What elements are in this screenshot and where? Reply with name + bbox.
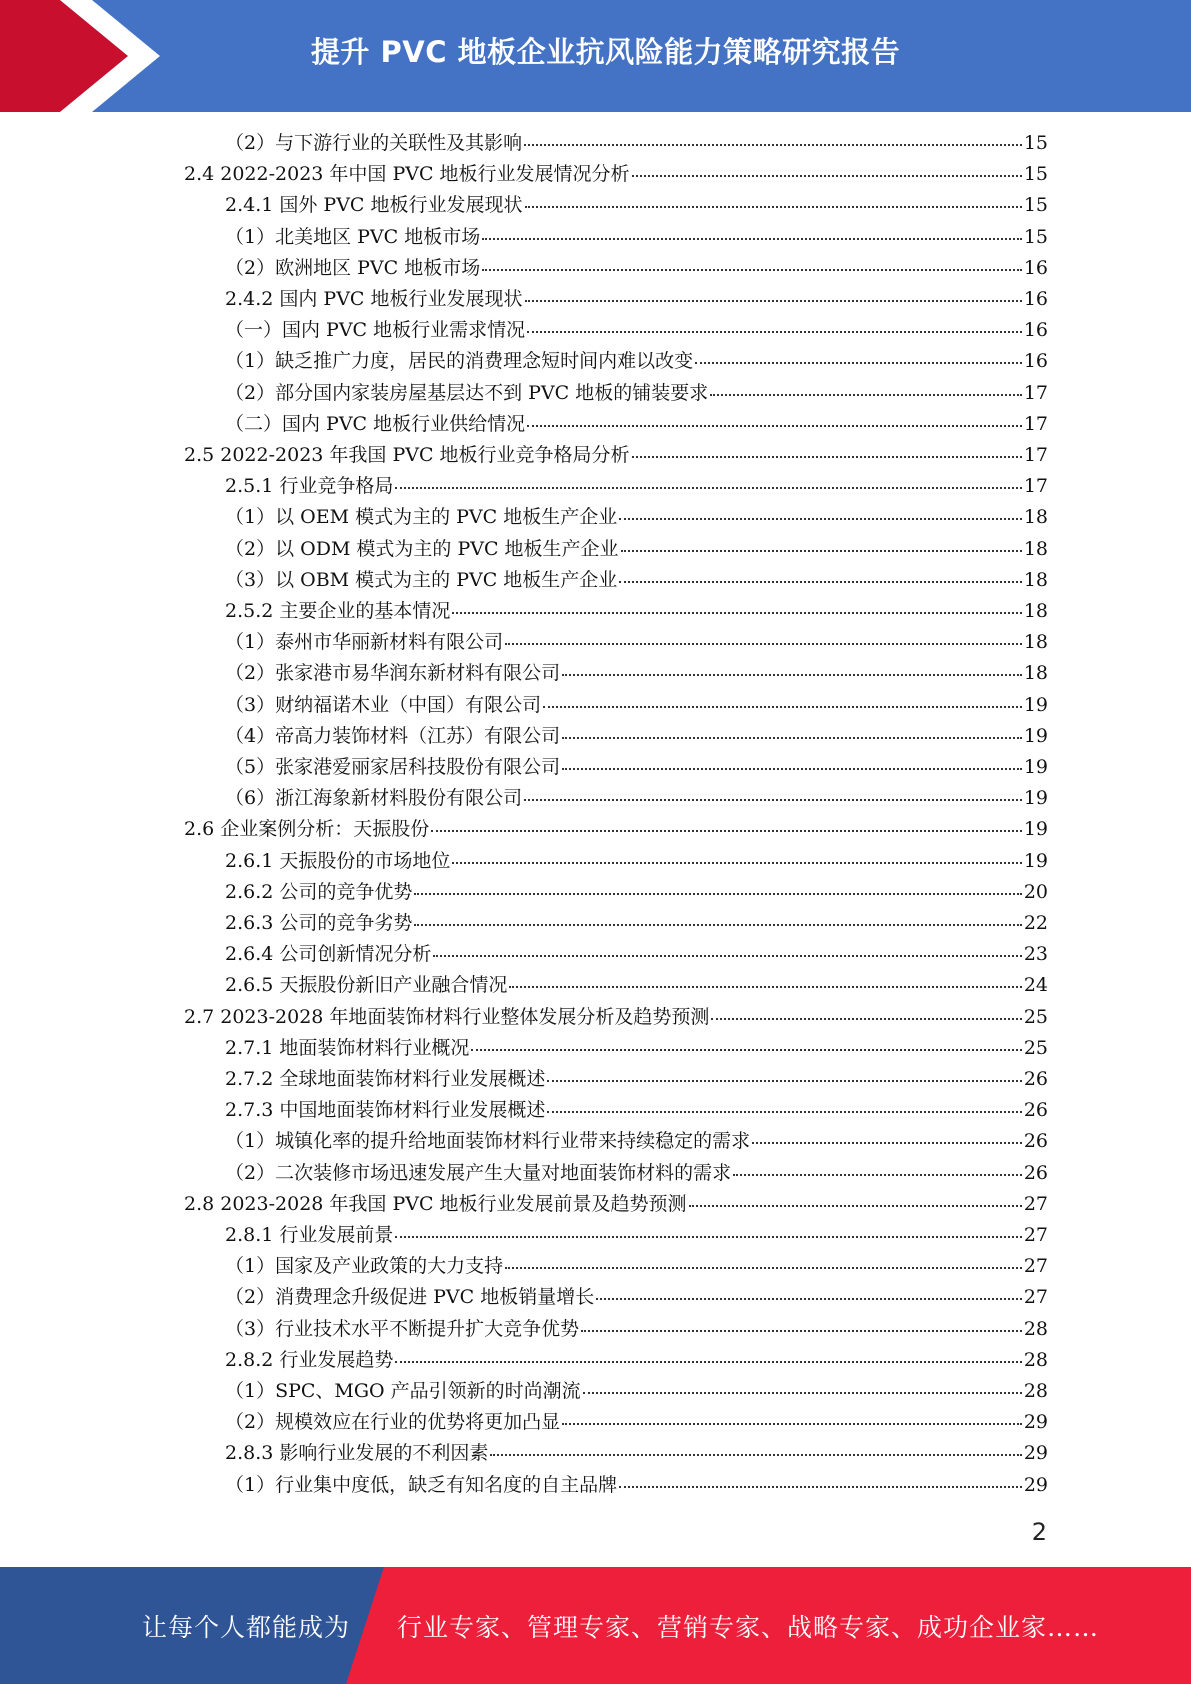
toc-dot-leader [490, 1454, 1021, 1456]
toc-entry[interactable] [225, 1314, 1048, 1345]
toc-entry-page: 19 [1023, 694, 1048, 716]
toc-dot-leader [562, 737, 1022, 739]
toc-dot-leader [711, 1018, 1021, 1020]
toc-entry-title: 2.6 企业案例分析：天振股份 [184, 818, 430, 840]
toc-entry-title: （二）国内 PVC 地板行业供给情况 [225, 413, 526, 435]
toc-entry[interactable] [225, 1064, 1048, 1095]
toc-dot-leader [619, 1486, 1022, 1488]
toc-dot-leader [547, 1111, 1021, 1113]
toc-entry[interactable] [225, 1407, 1048, 1438]
toc-entry[interactable] [225, 1345, 1048, 1376]
toc-entry-page: 23 [1023, 943, 1048, 965]
toc-entry[interactable] [184, 159, 1048, 190]
toc-entry-title: （4）帝高力装饰材料（江苏）有限公司 [225, 725, 561, 747]
toc-dot-leader [581, 1330, 1022, 1332]
toc-dot-leader [524, 144, 1022, 146]
toc-dot-leader [471, 1049, 1021, 1051]
footer-slogan-right: 行业专家、管理专家、营销专家、战略专家、成功企业家…… [397, 1612, 1100, 1642]
toc-entry[interactable] [225, 502, 1048, 533]
toc-entry-title: （1）泰州市华丽新材料有限公司 [225, 631, 504, 653]
toc-entry[interactable] [225, 346, 1048, 377]
toc-dot-leader [562, 768, 1022, 770]
toc-entry-page: 28 [1023, 1349, 1048, 1371]
toc-entry-page: 19 [1023, 787, 1048, 809]
toc-entry-page: 19 [1023, 818, 1048, 840]
toc-entry-title: 2.5.1 行业竞争格局 [225, 475, 394, 497]
toc-entry-page: 25 [1023, 1037, 1048, 1059]
toc-entry-title: 2.7.1 地面装饰材料行业概况 [225, 1037, 470, 1059]
toc-entry[interactable] [225, 1126, 1048, 1157]
toc-entry-page: 18 [1023, 631, 1048, 653]
toc-entry-page: 19 [1023, 725, 1048, 747]
toc-entry-page: 18 [1023, 662, 1048, 684]
toc-entry[interactable] [225, 970, 1048, 1001]
toc-dot-leader [562, 1423, 1022, 1425]
toc-entry-title: 2.8 2023-2028 年我国 PVC 地板行业发展前景及趋势预测 [184, 1193, 687, 1215]
toc-entry[interactable] [225, 846, 1048, 877]
toc-entry-title: 2.6.2 公司的竞争优势 [225, 881, 413, 903]
toc-entry-title: 2.6.5 天振股份新旧产业融合情况 [225, 974, 508, 996]
toc-entry[interactable] [225, 1220, 1048, 1251]
toc-entry-page: 17 [1023, 382, 1048, 404]
toc-entry-page: 24 [1023, 974, 1048, 996]
toc-entry[interactable] [225, 565, 1048, 596]
toc-entry[interactable] [225, 690, 1048, 721]
toc-entry-page: 26 [1023, 1130, 1048, 1152]
toc-entry[interactable] [184, 440, 1048, 471]
toc-dot-leader [524, 799, 1022, 801]
toc-dot-leader [527, 425, 1022, 427]
toc-entry-title: （2）规模效应在行业的优势将更加凸显 [225, 1411, 561, 1433]
toc-entry-page: 26 [1023, 1068, 1048, 1090]
toc-entry-title: （2）欧洲地区 PVC 地板市场 [225, 257, 481, 279]
toc-entry-title: 2.6.3 公司的竞争劣势 [225, 912, 413, 934]
toc-entry-title: （2）以 ODM 模式为主的 PVC 地板生产企业 [225, 538, 619, 560]
toc-entry-title: （1）缺乏推广力度，居民的消费理念短时间内难以改变 [225, 350, 694, 372]
toc-entry-title: （1）SPC、MGO 产品引领新的时尚潮流 [225, 1380, 581, 1402]
toc-entry-page: 16 [1023, 319, 1048, 341]
toc-entry-page: 27 [1023, 1255, 1048, 1277]
toc-entry-title: 2.7 2023-2028 年地面装饰材料行业整体发展分析及趋势预测 [184, 1006, 710, 1028]
toc-entry[interactable] [225, 721, 1048, 752]
toc-entry-title: （3）财纳福诺木业（中国）有限公司 [225, 694, 542, 716]
toc-entry[interactable] [225, 1470, 1048, 1501]
toc-dot-leader [525, 206, 1022, 208]
toc-entry-page: 15 [1023, 132, 1048, 154]
toc-entry-title: （1）北美地区 PVC 地板市场 [225, 226, 481, 248]
toc-entry-page: 16 [1023, 350, 1048, 372]
toc-entry-title: （3）以 OBM 模式为主的 PVC 地板生产企业 [225, 569, 618, 591]
toc-entry[interactable] [225, 752, 1048, 783]
toc-entry[interactable] [225, 409, 1048, 440]
toc-entry[interactable] [225, 939, 1048, 970]
toc-entry-page: 15 [1023, 194, 1048, 216]
toc-entry[interactable] [225, 253, 1048, 284]
toc-dot-leader [527, 331, 1022, 333]
toc-entry-title: 2.5.2 主要企业的基本情况 [225, 600, 451, 622]
toc-entry-page: 29 [1023, 1474, 1048, 1496]
toc-entry[interactable] [225, 627, 1048, 658]
toc-entry-title: 2.6.1 天振股份的市场地位 [225, 850, 451, 872]
toc-entry[interactable] [225, 1095, 1048, 1126]
page-header [0, 0, 1191, 112]
toc-entry[interactable] [225, 315, 1048, 346]
toc-entry[interactable] [225, 1282, 1048, 1313]
toc-entry-title: （3）行业技术水平不断提升扩大竞争优势 [225, 1318, 580, 1340]
toc-entry-page: 26 [1023, 1099, 1048, 1121]
toc-entry-page: 29 [1023, 1442, 1048, 1464]
toc-dot-leader [689, 1205, 1022, 1207]
toc-entry-page: 17 [1023, 475, 1048, 497]
toc-entry-title: （6）浙江海象新材料股份有限公司 [225, 787, 523, 809]
toc-entry[interactable] [184, 814, 1048, 845]
toc-dot-leader [733, 1174, 1022, 1176]
toc-dot-leader [395, 487, 1021, 489]
toc-dot-leader [395, 1236, 1021, 1238]
toc-entry-page: 27 [1023, 1193, 1048, 1215]
toc-dot-leader [414, 924, 1021, 926]
toc-entry-title: （1）国家及产业政策的大力支持 [225, 1255, 504, 1277]
toc-dot-leader [543, 706, 1022, 708]
toc-entry-title: （2）部分国内家装房屋基层达不到 PVC 地板的铺装要求 [225, 382, 709, 404]
toc-entry-title: （2）消费理念升级促进 PVC 地板销量增长 [225, 1286, 595, 1308]
toc-entry[interactable] [225, 783, 1048, 814]
toc-dot-leader [525, 300, 1022, 302]
toc-dot-leader [431, 830, 1022, 832]
toc-entry-title: 2.8.3 影响行业发展的不利因素 [225, 1442, 489, 1464]
toc-entry-page: 28 [1023, 1318, 1048, 1340]
toc-entry-page: 26 [1023, 1162, 1048, 1184]
toc-entry[interactable] [225, 658, 1048, 689]
toc-dot-leader [547, 1080, 1021, 1082]
toc-dot-leader [596, 1298, 1022, 1300]
toc-entry[interactable] [225, 471, 1048, 502]
toc-entry-page: 15 [1023, 226, 1048, 248]
toc-entry[interactable] [225, 1376, 1048, 1407]
toc-entry-page: 29 [1023, 1411, 1048, 1433]
toc-entry-page: 19 [1023, 756, 1048, 778]
toc-dot-leader [621, 550, 1022, 552]
toc-entry[interactable] [184, 1002, 1048, 1033]
toc-entry-title: 2.4.2 国内 PVC 地板行业发展现状 [225, 288, 523, 310]
toc-entry-title: （2）二次装修市场迅速发展产生大量对地面装饰材料的需求 [225, 1162, 732, 1184]
toc-entry-title: 2.7.3 中国地面装饰材料行业发展概述 [225, 1099, 546, 1121]
toc-entry[interactable] [225, 284, 1048, 315]
toc-entry-page: 28 [1023, 1380, 1048, 1402]
toc-entry-page: 20 [1023, 881, 1048, 903]
toc-entry-page: 15 [1023, 163, 1048, 185]
toc-dot-leader [433, 955, 1021, 957]
document-title: 提升 PVC 地板企业抗风险能力策略研究报告 [310, 34, 901, 69]
toc-entry[interactable] [225, 1251, 1048, 1282]
toc-entry[interactable] [225, 1033, 1048, 1064]
toc-entry-page: 18 [1023, 538, 1048, 560]
toc-dot-leader [452, 612, 1021, 614]
toc-dot-leader [482, 269, 1022, 271]
page-number: 2 [1031, 1518, 1047, 1546]
toc-entry-page: 19 [1023, 850, 1048, 872]
toc-dot-leader [452, 862, 1021, 864]
toc-entry[interactable] [225, 877, 1048, 908]
toc-entry-page: 18 [1023, 600, 1048, 622]
toc-entry-title: 2.8.1 行业发展前景 [225, 1224, 394, 1246]
toc-entry-title: 2.4.1 国外 PVC 地板行业发展现状 [225, 194, 523, 216]
toc-entry[interactable] [225, 596, 1048, 627]
toc-entry-page: 17 [1023, 444, 1048, 466]
footer-slogan-left: 让每个人都能成为 [142, 1612, 351, 1642]
toc-entry-title: 2.8.2 行业发展趋势 [225, 1349, 394, 1371]
toc-dot-leader [509, 986, 1021, 988]
toc-entry-title: （1）以 OEM 模式为主的 PVC 地板生产企业 [225, 506, 618, 528]
toc-dot-leader [505, 643, 1022, 645]
toc-entry[interactable] [225, 1438, 1048, 1469]
toc-entry-page: 27 [1023, 1224, 1048, 1246]
toc-entry[interactable] [184, 1189, 1048, 1220]
toc-entry-page: 18 [1023, 569, 1048, 591]
toc-entry-page: 25 [1023, 1006, 1048, 1028]
toc-entry[interactable] [225, 1158, 1048, 1189]
toc-dot-leader [632, 175, 1022, 177]
toc-entry-title: （2）与下游行业的关联性及其影响 [225, 132, 523, 154]
toc-entry-title: （5）张家港爱丽家居科技股份有限公司 [225, 756, 561, 778]
toc-entry[interactable] [225, 534, 1048, 565]
toc-entry-title: 2.5 2022-2023 年我国 PVC 地板行业竞争格局分析 [184, 444, 630, 466]
toc-entry-title: （2）张家港市易华润东新材料有限公司 [225, 662, 561, 684]
toc-dot-leader [619, 518, 1022, 520]
toc-entry-page: 22 [1023, 912, 1048, 934]
toc-dot-leader [632, 456, 1022, 458]
toc-dot-leader [482, 238, 1022, 240]
toc-entry-title: （1）行业集中度低，缺乏有知名度的自主品牌 [225, 1474, 618, 1496]
toc-dot-leader [752, 1142, 1022, 1144]
toc-entry-title: （1）城镇化率的提升给地面装饰材料行业带来持续稳定的需求 [225, 1130, 751, 1152]
toc-entry-page: 18 [1023, 506, 1048, 528]
toc-entry[interactable] [225, 222, 1048, 253]
toc-entry[interactable] [225, 190, 1048, 221]
toc-dot-leader [710, 394, 1022, 396]
toc-entry-title: （一）国内 PVC 地板行业需求情况 [225, 319, 526, 341]
toc-dot-leader [395, 1361, 1021, 1363]
toc-entry-page: 27 [1023, 1286, 1048, 1308]
toc-dot-leader [505, 1267, 1022, 1269]
toc-entry[interactable] [225, 908, 1048, 939]
toc-dot-leader [619, 581, 1022, 583]
toc-entry-title: 2.6.4 公司创新情况分析 [225, 943, 432, 965]
toc-entry-title: 2.4 2022-2023 年中国 PVC 地板行业发展情况分析 [184, 163, 630, 185]
toc-entry-page: 17 [1023, 413, 1048, 435]
toc-entry[interactable] [225, 128, 1048, 159]
page-footer [0, 1567, 1191, 1684]
toc-dot-leader [414, 893, 1021, 895]
toc-entry[interactable] [225, 378, 1048, 409]
toc-dot-leader [583, 1392, 1022, 1394]
toc-dot-leader [695, 362, 1022, 364]
toc-dot-leader [562, 674, 1022, 676]
toc-entry-title: 2.7.2 全球地面装饰材料行业发展概述 [225, 1068, 546, 1090]
toc-entry-page: 16 [1023, 257, 1048, 279]
toc-entry-page: 16 [1023, 288, 1048, 310]
